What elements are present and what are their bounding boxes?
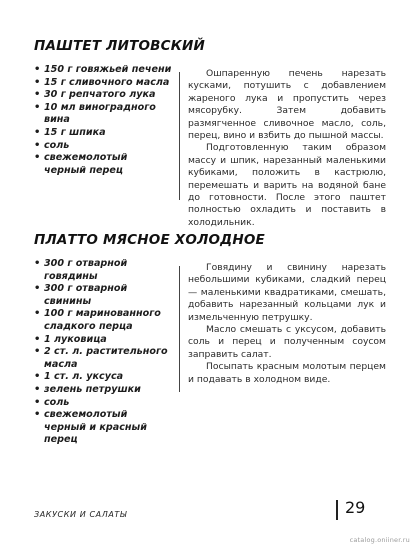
column-divider <box>179 266 180 392</box>
footer-divider <box>336 500 338 520</box>
ingredient-item: • соль <box>34 140 172 153</box>
ingredient-item: • 300 г отварной говядины <box>34 258 172 283</box>
method-paragraph: Посыпать красным молотым перцем и подавать в холодном виде. <box>188 361 386 385</box>
ingredient-item: • зелень петрушки <box>34 384 172 397</box>
ingredient-item: • 150 г говяжьей печени <box>34 64 172 77</box>
column-divider <box>179 72 180 200</box>
ingredient-item: • свежемолотый черный и красный перец <box>34 409 172 447</box>
method-paragraph: Подготовленную таким образом массу и шпик, нарезанный маленькими кубиками, положить в кастрюлю, перемешать и варить на водяной бане до готовности. После этого паштет полностью охладить и поставить в холодильник. <box>188 142 386 228</box>
page-number: 29 <box>345 498 366 517</box>
ingredient-item: • 300 г отварной свинины <box>34 283 172 308</box>
ingredient-list <box>34 64 172 177</box>
ingredient-item: • 15 г шпика <box>34 127 172 140</box>
ingredient-item: • 10 мл виноградного вина <box>34 102 172 127</box>
method-text <box>188 68 386 229</box>
recipe-platto <box>34 232 386 446</box>
recipe-pashtet <box>34 38 386 228</box>
ingredient-item: • 30 г репчатого лука <box>34 89 172 102</box>
watermark: сatalog.oniiner.ru <box>349 536 410 544</box>
ingredient-item: • 2 ст. л. растительного масла <box>34 346 172 371</box>
method-paragraph: Ошпаренную печень нарезать кусками, потушить с добавлением жареного лука и пропустить через мясорубку. Затем добавить размягченное сливочное масло, соль, перец, вино и взбить до пышной массы. <box>188 68 386 142</box>
ingredient-list <box>34 258 172 447</box>
ingredient-item: • 15 г сливочного масла <box>34 77 172 90</box>
recipe-title: ПЛАТТО МЯСНОЕ ХОЛОДНОЕ <box>34 232 265 248</box>
recipe-title: ПАШТЕТ ЛИТОВСКИЙ <box>34 38 205 54</box>
section-name: ЗАКУСКИ И САЛАТЫ <box>34 510 128 519</box>
ingredient-item: • 1 ст. л. уксуса <box>34 371 172 384</box>
ingredient-item: • соль <box>34 397 172 410</box>
method-paragraph: Масло смешать с уксусом, добавить соль и перец и полученным соусом заправить салат. <box>188 324 386 360</box>
ingredient-item: • 1 луковица <box>34 334 172 347</box>
ingredient-item: • свежемолотый черный перец <box>34 152 172 177</box>
method-paragraph: Говядину и свинину нарезать небольшими кубиками, сладкий перец — маленькими квадратиками, смешать, добавить нарезанный кольцами лук и измельченную петрушку. <box>188 262 386 323</box>
ingredient-item: • 100 г маринованного сладкого перца <box>34 308 172 333</box>
method-text <box>188 262 386 386</box>
